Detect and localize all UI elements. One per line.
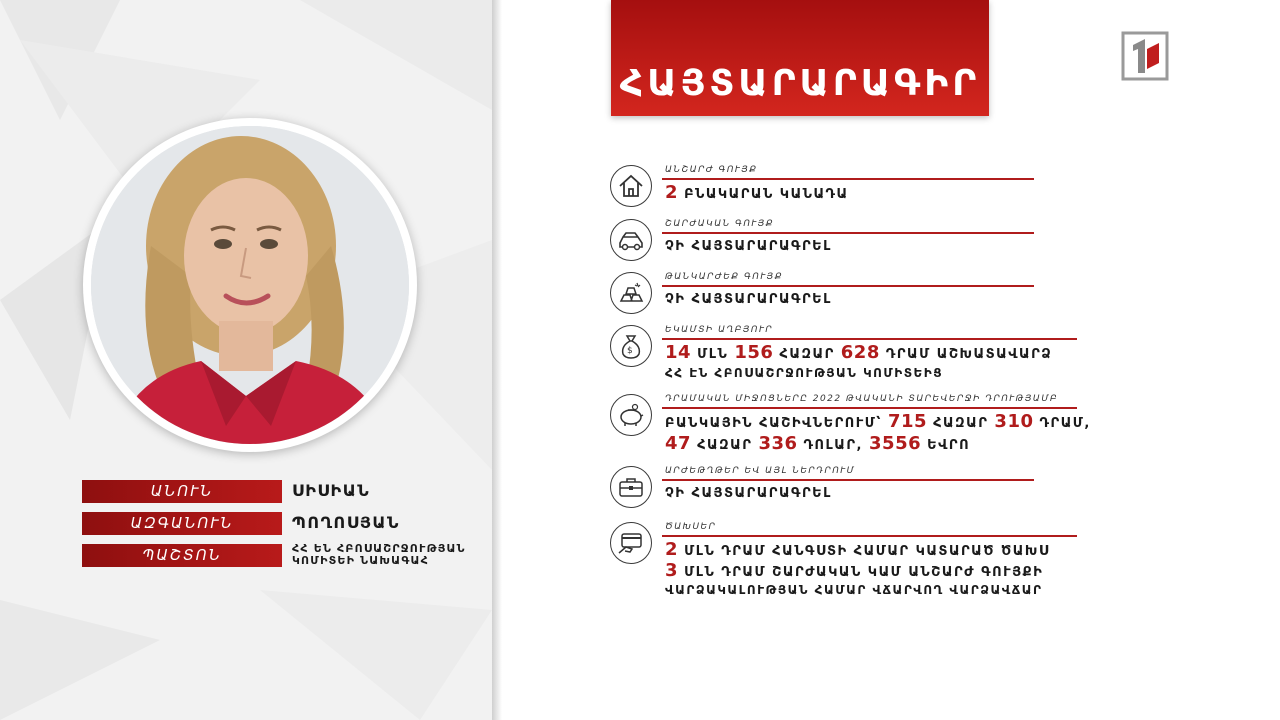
value-line-1 xyxy=(665,412,1091,434)
personal-info xyxy=(82,477,492,573)
value-text: ՄԼՆ xyxy=(697,347,729,362)
position-value xyxy=(292,543,466,567)
value-number: 156 xyxy=(734,342,774,363)
car-icon xyxy=(610,219,652,261)
item-label: ԱՐԺԵԹՂԹԵՐ ԵՎ ԱՅԼ ՆԵՐԴՐՈՒՄ xyxy=(665,466,856,476)
first-name-value: ՍԻՍԻԱՆ xyxy=(292,481,371,500)
card-payment-icon xyxy=(610,522,652,564)
first-name-label: ԱՆՈՒՆ xyxy=(82,480,282,503)
item-securities xyxy=(610,466,1050,510)
last-name-row xyxy=(82,509,492,539)
value-line-2: ՀՀ ԷՆ ՀԲՈՍԱՇՐՋՈՒԹՅԱՆ ԿՈՄԻՏԵԻՑ xyxy=(665,366,944,380)
item-value xyxy=(665,237,832,257)
item-cash-funds xyxy=(610,394,1091,460)
position-row xyxy=(82,541,492,571)
value-text: ԲԱՆԿԱՅԻՆ ՀԱՇԻՎՆԵՐՈՒՄ՝ xyxy=(665,416,882,431)
item-income-source xyxy=(610,325,1053,385)
item-label: ԵԿԱՄՏԻ ԱՂԲՅՈՒՐ xyxy=(665,325,774,335)
value-number: 14 xyxy=(665,342,692,363)
value-text: ՄԼՆ ԴՐԱՄ ՇԱՐԺԱԿԱՆ ԿԱՄ ԱՆՇԱՐԺ ԳՈՒՅՔԻ xyxy=(684,565,1044,580)
value-text: ՀԱԶԱՐ xyxy=(697,438,753,453)
house-icon xyxy=(610,165,652,207)
piggy-bank-icon xyxy=(610,394,652,436)
item-label: ԾԱԽՍԵՐ xyxy=(665,522,717,532)
item-divider xyxy=(662,535,1077,537)
value-number: 310 xyxy=(994,411,1034,432)
item-value xyxy=(665,343,1052,381)
value-line-2 xyxy=(665,562,1050,582)
item-label: ՇԱՐԺԱԿԱՆ ԳՈՒՅՔ xyxy=(665,219,775,229)
gold-bars-icon xyxy=(610,272,652,314)
value-text: ԴՈԼԱՐ, xyxy=(803,438,863,453)
money-bag-icon xyxy=(610,325,652,367)
item-value xyxy=(665,484,832,504)
briefcase-icon xyxy=(610,466,652,508)
value-line-2 xyxy=(665,434,1091,456)
item-label: ԱՆՇԱՐԺ ԳՈՒՅՔ xyxy=(665,165,758,175)
value-text: ՉԻ ՀԱՅՏԱՐԱՐԱԳՐԵԼ xyxy=(665,292,832,307)
value-number: 336 xyxy=(758,433,798,454)
item-divider xyxy=(662,178,1034,180)
item-label: ԹԱՆԿԱՐԺԵՔ ԳՈՒՅՔ xyxy=(665,272,784,282)
portrait-photo xyxy=(91,126,409,444)
value-text: ՉԻ ՀԱՅՏԱՐԱՐԱԳՐԵԼ xyxy=(665,239,832,254)
item-label: ԴՐԱՄԱԿԱՆ ՄԻՋՈՑՆԵՐԸ 2022 ԹՎԱԿԱՆԻ ՏԱՐԵՎԵՐՋԻ ԴՐՈՒԹՅԱՄԲ xyxy=(665,394,1059,404)
first-name-row xyxy=(82,477,492,507)
value-text: ԴՐԱՄ ԱՇԽԱՏԱՎԱՐՁ xyxy=(885,347,1053,362)
value-text: ԴՐԱՄ, xyxy=(1039,416,1091,431)
last-name-label: ԱԶԳԱՆՈՒՆ xyxy=(82,512,282,535)
value-number: 2 xyxy=(665,182,679,203)
value-number: 47 xyxy=(665,433,692,454)
value-line-1 xyxy=(665,540,1050,562)
item-divider xyxy=(662,479,1034,481)
value-text: ՀԱԶԱՐ xyxy=(779,347,835,362)
value-text: ԵՎՐՈ xyxy=(927,438,971,453)
item-movable-property xyxy=(610,219,1050,263)
value-text: ՉԻ ՀԱՅՏԱՐԱՐԱԳՐԵԼ xyxy=(665,486,832,501)
value-number: 715 xyxy=(887,411,928,432)
item-divider xyxy=(662,338,1077,340)
item-value xyxy=(665,290,832,310)
value-number: 3 xyxy=(665,560,679,581)
last-name-value: ՊՈՂՈՍՅԱՆ xyxy=(292,513,400,532)
position-label: ՊԱՇՏՈՆ xyxy=(82,544,282,567)
channel-logo-icon xyxy=(1121,31,1169,81)
left-panel xyxy=(0,0,492,720)
item-valuables xyxy=(610,272,1050,316)
value-number: 2 xyxy=(665,539,679,560)
position-value-line2: ԿՈՄԻՏԵԻ ՆԱԽԱԳԱՀ xyxy=(292,554,430,567)
item-divider xyxy=(662,232,1034,234)
value-number: 628 xyxy=(840,342,880,363)
value-text: ՀԱԶԱՐ xyxy=(933,416,989,431)
position-value-line1: ՀՀ ԵՆ ՀԲՈՍԱՇՐՋՈՒԹՅԱՆ xyxy=(292,542,466,555)
title-banner xyxy=(611,0,989,116)
item-real-estate xyxy=(610,165,1050,209)
value-number: 3556 xyxy=(869,433,922,454)
portrait-frame xyxy=(83,118,417,452)
panel-divider xyxy=(492,0,502,720)
item-value xyxy=(665,183,849,205)
value-line-1 xyxy=(665,343,1052,365)
item-divider xyxy=(662,285,1034,287)
value-text: ԲՆԱԿԱՐԱՆ ԿԱՆԱԴԱ xyxy=(684,187,849,202)
svg-text:$: $ xyxy=(627,346,633,356)
page-title: ՀԱՅՏԱՐԱՐԱԳԻՐ xyxy=(619,63,981,104)
value-line-3: ՎԱՐՁԱԿԱԼՈՒԹՅԱՆ ՀԱՄԱՐ ՎՃԱՐՎՈՂ ՎԱՐՁԱՎՃԱՐ xyxy=(665,583,1043,597)
item-expenses xyxy=(610,522,1050,602)
item-value xyxy=(665,540,1050,598)
value-text: ՄԼՆ ԴՐԱՄ ՀԱՆԳՍՏԻ ՀԱՄԱՐ ԿԱՏԱՐԱԾ ԾԱԽՍ xyxy=(684,544,1050,559)
item-value xyxy=(665,412,1091,456)
item-divider xyxy=(662,407,1077,409)
